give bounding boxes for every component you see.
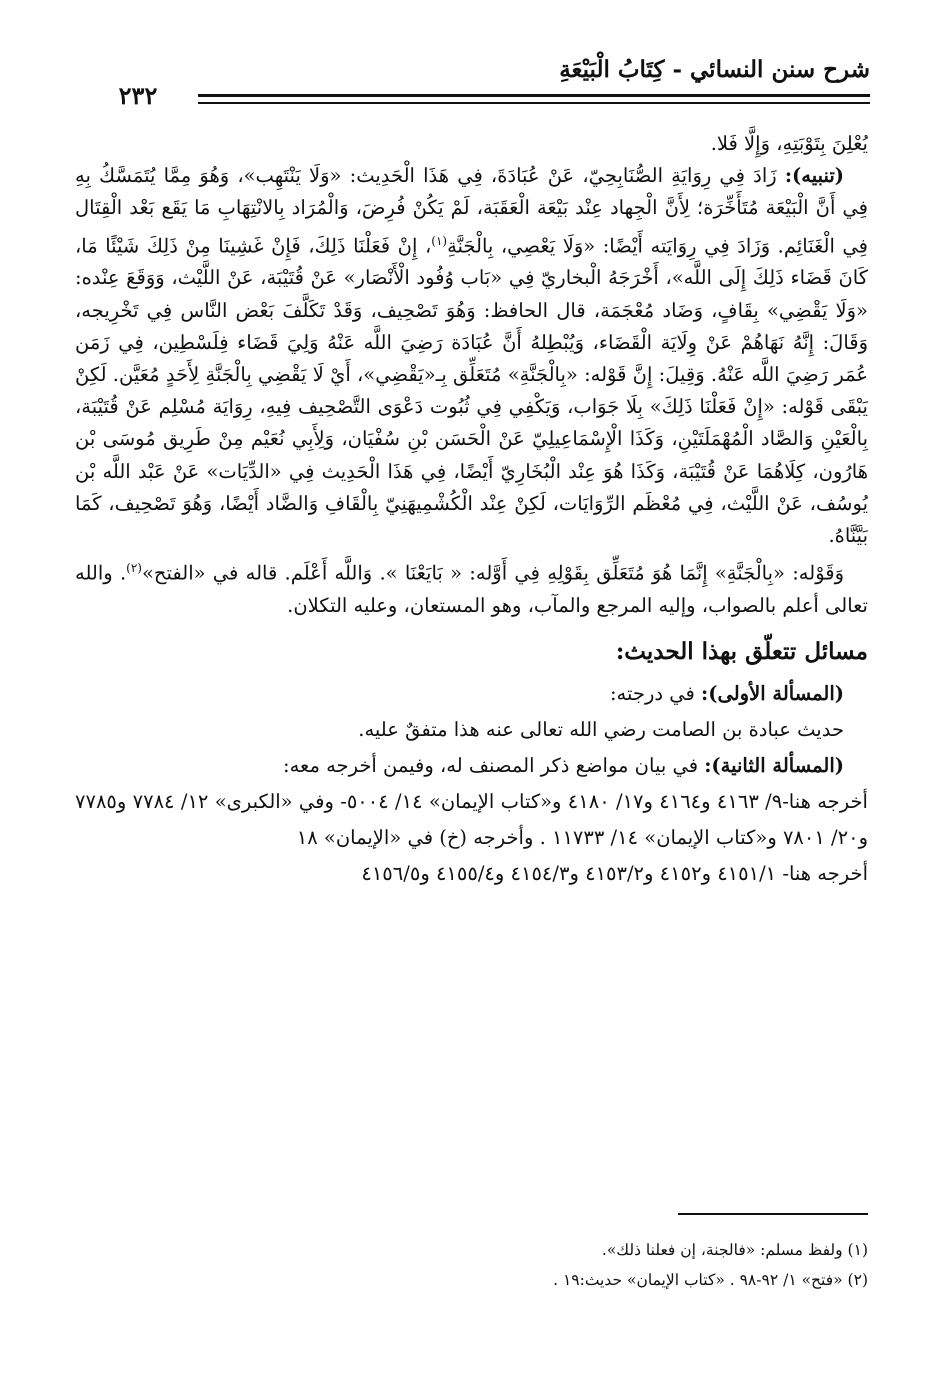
issue-2-body-more: أخرجه هنا- ٤١٥١/١ و٤١٥٢ و٤١٥٣/٢ و٤١٥٤/٣ و٤١٥٥/٤ و٤١٥٦/٥ xyxy=(361,862,868,886)
tanbih-label: (تنبيه): xyxy=(784,164,844,188)
footnote-ref-1[interactable]: (١) xyxy=(431,233,448,248)
issue-1-label: (المسألة الأولى): xyxy=(701,682,844,706)
footnotes xyxy=(75,1235,868,1295)
main-text xyxy=(75,128,868,892)
issue-2-label: (المسألة الثانية): xyxy=(704,754,844,778)
paragraph-tanbih xyxy=(75,160,868,552)
issue-1-text: في درجته: xyxy=(609,682,702,706)
issue-2-body: أخرجه هنا-٩/ ٤١٦٣ و٤١٦٤ و١٧/ ٤١٨٠ و«كتاب الإيمان» ١٤/ ٥٠٠٤- وفي «الكبرى» ١٢/ ٧٧٨٤ و٧٧٨٥ و٢٠/ ٧٨٠١ و«كتاب الإيمان» ١٤/ ١١٧٣٣ . وأخرجه (خ) في «الإيمان» ١٨ xyxy=(75,790,868,850)
footnote-separator xyxy=(678,1213,868,1215)
page-number: ٢٣٢ xyxy=(78,83,198,109)
paragraph-conclusion xyxy=(75,552,868,622)
section-heading: مسائل تتعلّق بهذا الحديث: xyxy=(615,638,868,666)
conclusion-text: وَقَوْله: «بِالْجَنَّةِ» إِنَّمَا هُوَ مُتَعَلِّق بِقَوْلِهِ فِي أَوَّله: « بَايَعْنَا ». وَاللَّه أَعْلَم. قاله في «الفتح» xyxy=(141,561,845,585)
tanbih-text: زَادَ فِي رِوَايَةِ الصُّنَابِحِيّ، عَنْ عُبَادَةَ، فِي هَذَا الْحَدِيث: «وَلَا يَنْتَهِب»، وَهُوَ مِمَّا يُتَمَسَّكُ بِهِ فِي أَنَّ الْبَيْعَة مُتَأَخِّرَة؛ لِأَنَّ الْجِهاد عِنْد بَيْعَة الْعَقَبَة، لَمْ يَكُنْ فُرِضَ، وَالْمُرَاد بِالانْتِهَابِ مَا يَقَع بَعْد الْقِتَال فِي الْغَنَائِم. وَزَادَ فِي رِوَايَته أَيْضًا: «وَلَا يَعْصِي، بِالْجَنَّةِ xyxy=(75,164,868,258)
running-title: شرح سنن النسائي - كِتَابُ الْبَيْعَةِ xyxy=(559,56,870,83)
conclusion-text-continued: . والله تعالى أعلم بالصواب، وإليه المرجع والمآب، وهو المستعان، وعليه التكلان. xyxy=(75,561,868,617)
issue-2-text: في بيان مواضع ذكر المصنف له، وفيمن أخرجه معه: xyxy=(283,754,705,778)
page-header xyxy=(78,56,870,112)
issue-1-title xyxy=(75,676,868,712)
footnote-2: (٢) «فتح» ١/ ٩٢-٩٨ . «كتاب الإيمان» حديث:١٩ . xyxy=(553,1271,868,1289)
footnote-ref-2[interactable]: (٢) xyxy=(126,561,142,576)
paragraph-continuation: يُعْلِنَ بِتَوْبَتِهِ، وَإِلَّا فَلا. xyxy=(710,132,868,155)
issue-2-title xyxy=(75,748,868,784)
tanbih-text-continued: ، إِنْ فَعَلْنَا ذَلِكَ، فَإِنْ غَشِينَا مِنْ ذَلِكَ شَيْئًا مَا، كَانَ قَضَاء ذَلِكَ إِلَى اللَّه»، أَخْرَجَهُ الْبخاريّ فِي «بَاب وُفُود الْأَنْصَار» عَنْ قُتَيْبَة، عَنْ اللَّيْث، وَوَقَعَ عِنْده: «وَلَا يَقْضِي» بِقَافٍ، وَضَاد مُعْجَمَة، قال الحافظ: وَهُوَ تَصْحِيف، وَقَدْ تَكَلَّفَ بَعْض النَّاس فِي تَخْرِيجه، وَقَالَ: إِنَّهُ نَهَاهُمْ عَنْ وِلَايَة الْقَضَاء، وَيُبْطِلهُ أَنَّ عُبَادَة رَضِيَ اللَّه عَنْهُ وَلِيَ قَضَاء فِلَسْطِين، فِي زَمَن عُمَر رَضِيَ اللَّه عَنْهُ. وَقِيلَ: إِنَّ قَوْله: «بِالْجَنَّةِ» مُتَعَلِّق بِـ«يَقْضِي»، أَيْ لَا يَقْضِي بِالْجَنَّةِ لِأَحَدٍ مُعَيَّن. لَكِنْ يَبْقَى قَوْله: «إِنْ فَعَلْنَا ذَلِكَ» بِلَا جَوَاب، وَيَكْفِي فِي ثُبُوت دَعْوَى التَّصْحِيف فِيهِ، رِوَايَة مُسْلِم عَنْ قُتَيْبَة، بِالْعَيْنِ وَالصَّاد الْمُهْمَلَتَيْنِ، وَكَذَا الْإِسْمَاعِيلِيّ عَنْ الْحَسَن بْنِ سُفْيَان، وَلِأَبِي نُعَيْم مِنْ طَرِيق مُوسَى بْن هَارُون، كِلَاهُمَا عَنْ قُتَيْبَة، وَكَذَا هُوَ عِنْد الْبُخَارِيّ أَيْضًا، فِي هَذَا الْحَدِيث فِي «الدِّيَات» عَنْ عَبْد اللَّه بْن يُوسُف، عَنْ اللَّيْث، فِي مُعْظَم الرِّوَايَات، لَكِنْ عِنْد الْكُشْمِيهَنِيّ بِالْقَافِ وَالضَّاد أَيْضًا، وَهُوَ تَصْحِيف، كَمَا بَيَّنَّاهُ. xyxy=(75,234,868,547)
footnote-1: (١) ولفظ مسلم: «فالجنة، إن فعلنا ذلك». xyxy=(601,1241,868,1259)
issue-1-body: حديث عبادة بن الصامت رضي الله تعالى عنه هذا متفقٌ عليه. xyxy=(358,718,844,742)
